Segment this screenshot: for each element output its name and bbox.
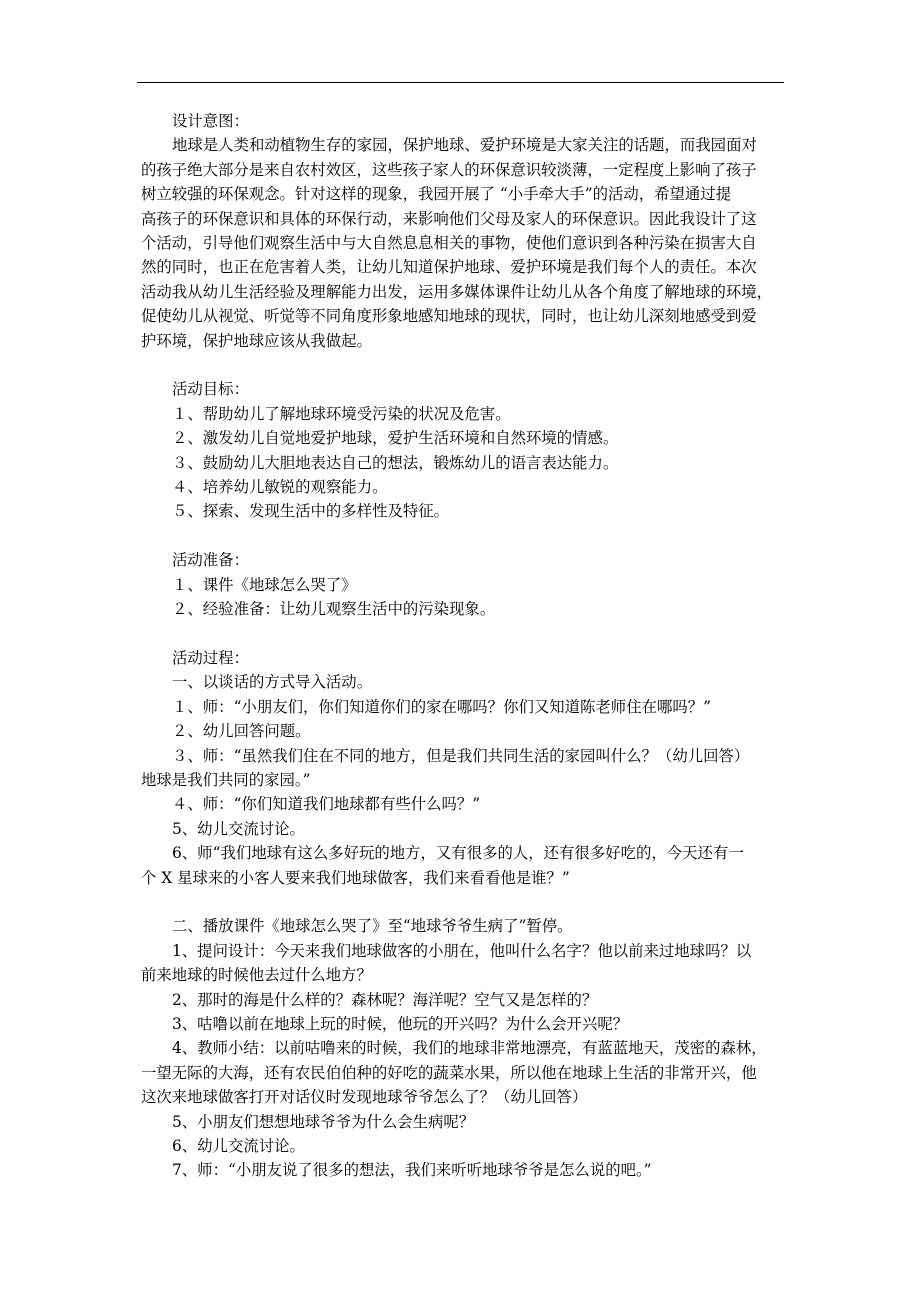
process-line: 1、提问设计：今天来我们地球做客的小朋在，他叫什么名字？他以前来过地球吗？以	[172, 941, 752, 960]
design-line: 护环境，保护地球应该从我做起。	[141, 331, 372, 350]
process-line: ３、师：“虽然我们住在不同的地方，但是我们共同生活的家园叫什么？（幼儿回答）	[172, 746, 750, 765]
process-line: 5、幼儿交流讨论。	[172, 819, 305, 838]
process-line: 6、幼儿交流讨论。	[172, 1137, 305, 1155]
section-gap	[141, 353, 786, 377]
design-line: 高孩子的环保意识和具体的环保行动，来影响他们父母及家人的环保意识。因此我设计了这	[141, 209, 757, 228]
goal-item: ３、鼓励幼儿大胆地表达自己的想法，锻炼幼儿的语言表达能力。	[172, 453, 619, 472]
section-gap	[141, 524, 786, 548]
process-line: １、师：“小朋友们，你们知道你们的家在哪吗？你们又知道陈老师住在哪吗？”	[172, 697, 712, 716]
goal-item: １、帮助幼儿了解地球环境受污染的状况及危害。	[172, 404, 511, 423]
goals-heading: 活动目标：	[172, 380, 249, 399]
process-line: 7、师：“小朋友说了很多的想法，我们来听听地球爷爷是怎么说的吧。”	[172, 1161, 652, 1180]
process-part2-title: 二、播放课件《地球怎么哭了》至“地球爷爷生病了”暂停。	[172, 917, 573, 936]
process-line: 个 X 星球来的小客人要来我们地球做客，我们来看看他是谁？”	[141, 868, 570, 887]
design-line: 的孩子绝大部分是来自农村效区，这些孩子家人的环保意识较淡薄，一定程度上影响了孩子	[141, 160, 757, 179]
process-line: 前来地球的时候他去过什么地方？	[141, 966, 372, 985]
design-line: 树立较强的环保观念。针对这样的现象，我园开展了 “小手牵大手”的活动，希望通过提	[141, 185, 732, 204]
section-gap	[141, 890, 786, 914]
process-heading: 活动过程：	[172, 648, 249, 667]
process-line: 地球是我们共同的家园。”	[141, 770, 311, 789]
goal-item: ２、激发幼儿自觉地爱护地球，爱护生活环境和自然环境的情感。	[172, 429, 619, 448]
process-line: 一望无际的大海，还有农民伯伯种的好吃的蔬菜水果，所以他在地球上生活的非常开兴，他	[141, 1063, 757, 1082]
header-rule	[137, 82, 784, 83]
design-line: 促使幼儿从视觉、听觉等不同角度形象地感知地球的现状，同时，也让幼儿深刻地感受到爱	[141, 307, 757, 326]
process-line: 3、咕噜以前在地球上玩的时候，他玩的开兴吗？为什么会开兴呢？	[172, 1014, 629, 1033]
prep-heading: 活动准备：	[172, 551, 249, 570]
process-line: 2、那时的海是什么样的？森林呢？海洋呢？空气又是怎样的？	[172, 990, 598, 1009]
process-line: ４、师：“你们知道我们地球都有些什么吗？”	[172, 795, 481, 814]
process-line: 5、小朋友们想想地球爷爷为什么会生病呢？	[172, 1112, 475, 1131]
prep-item: ２、经验准备：让幼儿观察生活中的污染现象。	[172, 600, 496, 619]
document-body	[141, 109, 786, 1183]
prep-item: １、课件《地球怎么哭了》	[172, 575, 357, 594]
design-line: 地球是人类和动植物生存的家园，保护地球、爱护环境是大家关注的话题，而我园面对	[172, 136, 757, 155]
goal-item: ４、培养幼儿敏锐的观察能力。	[172, 478, 388, 497]
process-part1-title: 一、以谈话的方式导入活动。	[172, 673, 373, 692]
section-gap	[141, 622, 786, 646]
goal-item: ５、探索、发现生活中的多样性及特征。	[172, 502, 450, 521]
design-line: 然的同时，也正在危害着人类，让幼儿知道保护地球、爱护环境是我们每个人的责任。本次	[141, 258, 757, 277]
process-line: ２、幼儿回答问题。	[172, 722, 311, 741]
design-line: 活动我从幼儿生活经验及理解能力出发，运用多媒体课件让幼儿从各个角度了解地球的环境，	[141, 282, 773, 301]
process-line: 4、教师小结：以前咕噜来的时候，我们的地球非常地漂亮，有蓝蓝地天，茂密的森林，	[172, 1039, 767, 1058]
process-line: 6、师“我们地球有这么多好玩的地方，又有很多的人，还有很多好吃的，今天还有一	[172, 844, 744, 863]
design-line: 个活动，引导他们观察生活中与大自然息息相关的事物，使他们意识到各种污染在损害大自	[141, 234, 757, 253]
design-heading: 设计意图：	[172, 112, 249, 130]
process-line: 这次来地球做客打开对话仪时发现地球爷爷怎么了？（幼儿回答）	[141, 1088, 588, 1107]
